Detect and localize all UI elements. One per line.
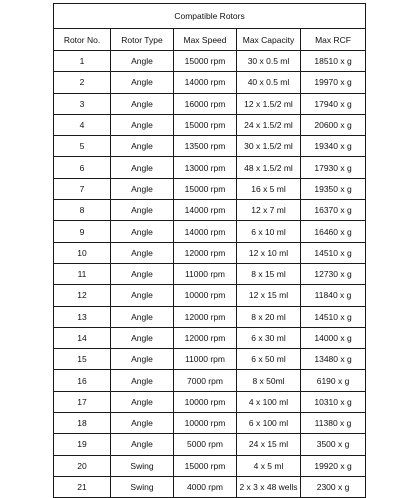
- rotor-type-cell: Swing: [111, 476, 174, 497]
- rotor-type-cell: Angle: [111, 370, 174, 391]
- rotor-no-cell: 3: [54, 93, 111, 114]
- max-speed-cell: 14000 rpm: [174, 221, 237, 242]
- max-speed-cell: 15000 rpm: [174, 178, 237, 199]
- max-rcf-cell: 14000 x g: [301, 327, 366, 348]
- rotor-type-cell: Angle: [111, 242, 174, 263]
- rotor-type-cell: Angle: [111, 157, 174, 178]
- rotor-type-cell: Angle: [111, 178, 174, 199]
- column-header-max-speed: Max Speed: [174, 29, 237, 51]
- table-row: [54, 200, 366, 221]
- table-row: [54, 114, 366, 135]
- rotor-type-cell: Angle: [111, 263, 174, 284]
- max-rcf-cell: 11380 x g: [301, 413, 366, 434]
- max-rcf-cell: 11840 x g: [301, 285, 366, 306]
- max-rcf-cell: 13480 x g: [301, 349, 366, 370]
- rotor-type-cell: Angle: [111, 327, 174, 348]
- max-capacity-cell: 4 x 5 ml: [237, 455, 301, 476]
- max-speed-cell: 12000 rpm: [174, 306, 237, 327]
- rotor-type-cell: Angle: [111, 72, 174, 93]
- max-capacity-cell: 16 x 5 ml: [237, 178, 301, 199]
- max-rcf-cell: 3500 x g: [301, 434, 366, 455]
- table-row: [54, 391, 366, 412]
- rotor-no-cell: 1: [54, 51, 111, 72]
- max-capacity-cell: 12 x 7 ml: [237, 200, 301, 221]
- max-capacity-cell: 6 x 100 ml: [237, 413, 301, 434]
- rotor-no-cell: 21: [54, 476, 111, 497]
- max-capacity-cell: 30 x 0.5 ml: [237, 51, 301, 72]
- table-title-row: [54, 4, 366, 29]
- max-capacity-cell: 12 x 15 ml: [237, 285, 301, 306]
- table-row: [54, 51, 366, 72]
- rotor-type-cell: Angle: [111, 349, 174, 370]
- max-rcf-cell: 16460 x g: [301, 221, 366, 242]
- max-capacity-cell: 40 x 0.5 ml: [237, 72, 301, 93]
- max-speed-cell: 4000 rpm: [174, 476, 237, 497]
- rotor-type-cell: Angle: [111, 413, 174, 434]
- max-rcf-cell: 19920 x g: [301, 455, 366, 476]
- table-row: [54, 263, 366, 284]
- max-capacity-cell: 4 x 100 ml: [237, 391, 301, 412]
- max-speed-cell: 11000 rpm: [174, 263, 237, 284]
- rotor-no-cell: 16: [54, 370, 111, 391]
- max-speed-cell: 11000 rpm: [174, 349, 237, 370]
- table-row: [54, 306, 366, 327]
- max-capacity-cell: 2 x 3 x 48 wells: [237, 476, 301, 497]
- table-title: Compatible Rotors: [54, 4, 366, 29]
- max-speed-cell: 15000 rpm: [174, 114, 237, 135]
- table-row: [54, 178, 366, 199]
- max-rcf-cell: 14510 x g: [301, 306, 366, 327]
- max-rcf-cell: 10310 x g: [301, 391, 366, 412]
- max-rcf-cell: 20600 x g: [301, 114, 366, 135]
- rotor-no-cell: 8: [54, 200, 111, 221]
- max-rcf-cell: 19340 x g: [301, 136, 366, 157]
- max-speed-cell: 10000 rpm: [174, 413, 237, 434]
- rotor-no-cell: 14: [54, 327, 111, 348]
- max-rcf-cell: 16370 x g: [301, 200, 366, 221]
- table-row: [54, 327, 366, 348]
- max-rcf-cell: 19350 x g: [301, 178, 366, 199]
- max-capacity-cell: 8 x 15 ml: [237, 263, 301, 284]
- rotor-type-cell: Angle: [111, 434, 174, 455]
- max-speed-cell: 10000 rpm: [174, 391, 237, 412]
- table-row: [54, 136, 366, 157]
- rotor-type-cell: Angle: [111, 93, 174, 114]
- max-capacity-cell: 48 x 1.5/2 ml: [237, 157, 301, 178]
- max-rcf-cell: 2300 x g: [301, 476, 366, 497]
- max-rcf-cell: 12730 x g: [301, 263, 366, 284]
- max-capacity-cell: 6 x 30 ml: [237, 327, 301, 348]
- max-capacity-cell: 12 x 10 ml: [237, 242, 301, 263]
- table-row: [54, 157, 366, 178]
- max-rcf-cell: 17940 x g: [301, 93, 366, 114]
- max-capacity-cell: 24 x 1.5/2 ml: [237, 114, 301, 135]
- table-row: [54, 455, 366, 476]
- table-row: [54, 476, 366, 497]
- table-row: [54, 349, 366, 370]
- rotor-type-cell: Angle: [111, 114, 174, 135]
- max-capacity-cell: 8 x 20 ml: [237, 306, 301, 327]
- max-speed-cell: 16000 rpm: [174, 93, 237, 114]
- rotor-no-cell: 6: [54, 157, 111, 178]
- table-row: [54, 221, 366, 242]
- table-row: [54, 72, 366, 93]
- max-capacity-cell: 8 x 50ml: [237, 370, 301, 391]
- max-rcf-cell: 14510 x g: [301, 242, 366, 263]
- rotor-no-cell: 13: [54, 306, 111, 327]
- rotor-type-cell: Angle: [111, 221, 174, 242]
- max-capacity-cell: 30 x 1.5/2 ml: [237, 136, 301, 157]
- max-rcf-cell: 19970 x g: [301, 72, 366, 93]
- table-row: [54, 370, 366, 391]
- table-row: [54, 413, 366, 434]
- rotor-no-cell: 18: [54, 413, 111, 434]
- max-speed-cell: 13000 rpm: [174, 157, 237, 178]
- rotor-type-cell: Angle: [111, 285, 174, 306]
- rotor-no-cell: 4: [54, 114, 111, 135]
- max-speed-cell: 15000 rpm: [174, 51, 237, 72]
- max-speed-cell: 15000 rpm: [174, 455, 237, 476]
- max-rcf-cell: 18510 x g: [301, 51, 366, 72]
- rotor-type-cell: Angle: [111, 51, 174, 72]
- max-speed-cell: 14000 rpm: [174, 200, 237, 221]
- max-speed-cell: 12000 rpm: [174, 327, 237, 348]
- table-row: [54, 93, 366, 114]
- table-body: [54, 51, 366, 498]
- rotor-no-cell: 11: [54, 263, 111, 284]
- max-speed-cell: 5000 rpm: [174, 434, 237, 455]
- column-header-rotor-no: Rotor No.: [54, 29, 111, 51]
- max-speed-cell: 10000 rpm: [174, 285, 237, 306]
- max-capacity-cell: 6 x 50 ml: [237, 349, 301, 370]
- rotor-type-cell: Angle: [111, 306, 174, 327]
- table-row: [54, 285, 366, 306]
- rotor-no-cell: 5: [54, 136, 111, 157]
- max-capacity-cell: 6 x 10 ml: [237, 221, 301, 242]
- table-row: [54, 434, 366, 455]
- rotor-type-cell: Angle: [111, 200, 174, 221]
- column-header-max-rcf: Max RCF: [301, 29, 366, 51]
- rotor-no-cell: 2: [54, 72, 111, 93]
- rotor-type-cell: Swing: [111, 455, 174, 476]
- rotor-no-cell: 15: [54, 349, 111, 370]
- table-header-row: [54, 29, 366, 51]
- compatible-rotors-table: [53, 3, 366, 498]
- max-rcf-cell: 6190 x g: [301, 370, 366, 391]
- rotor-no-cell: 12: [54, 285, 111, 306]
- max-speed-cell: 14000 rpm: [174, 72, 237, 93]
- column-header-rotor-type: Rotor Type: [111, 29, 174, 51]
- rotor-no-cell: 7: [54, 178, 111, 199]
- rotor-no-cell: 17: [54, 391, 111, 412]
- rotor-no-cell: 20: [54, 455, 111, 476]
- max-capacity-cell: 12 x 1.5/2 ml: [237, 93, 301, 114]
- max-speed-cell: 7000 rpm: [174, 370, 237, 391]
- table-row: [54, 242, 366, 263]
- max-speed-cell: 13500 rpm: [174, 136, 237, 157]
- max-speed-cell: 12000 rpm: [174, 242, 237, 263]
- rotor-type-cell: Angle: [111, 136, 174, 157]
- max-capacity-cell: 24 x 15 ml: [237, 434, 301, 455]
- max-rcf-cell: 17930 x g: [301, 157, 366, 178]
- rotor-type-cell: Angle: [111, 391, 174, 412]
- column-header-max-capacity: Max Capacity: [237, 29, 301, 51]
- rotor-no-cell: 10: [54, 242, 111, 263]
- rotor-no-cell: 19: [54, 434, 111, 455]
- rotor-no-cell: 9: [54, 221, 111, 242]
